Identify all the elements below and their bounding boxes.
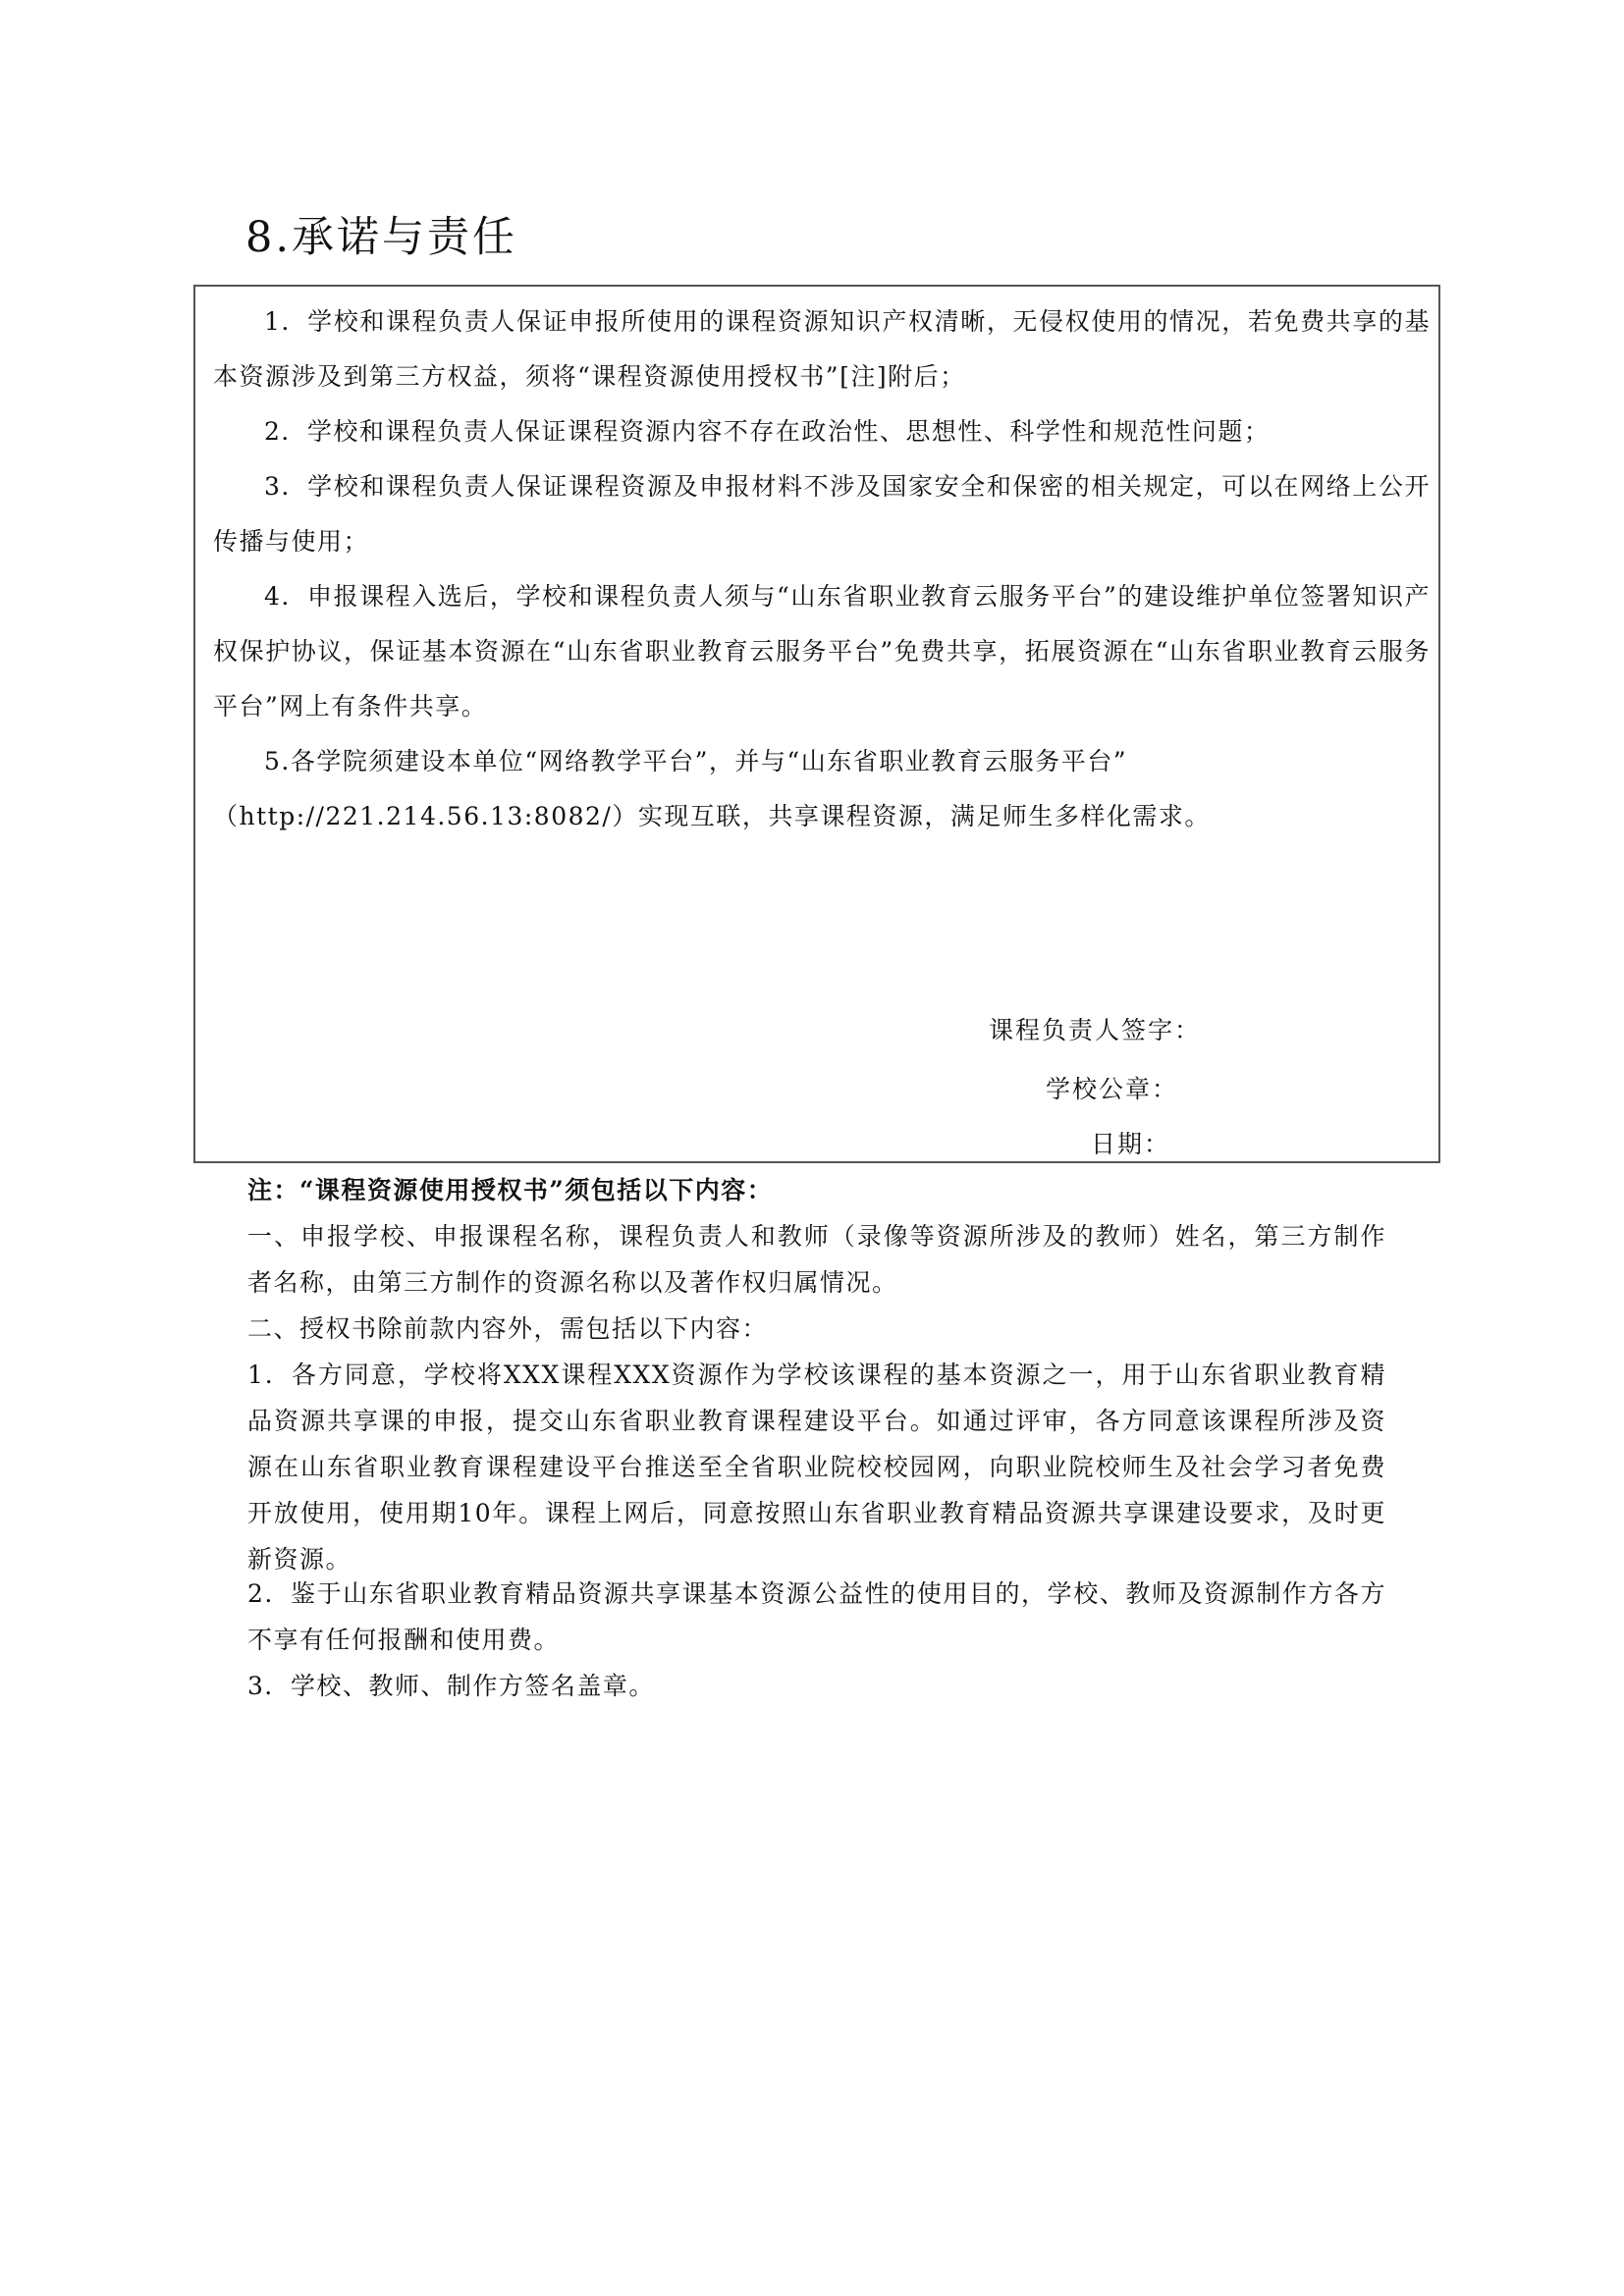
- commitment-item-1: 1．学校和课程负责人保证申报所使用的课程资源知识产权清晰，无侵权使用的情况，若免费共享的基本资源涉及到第三方权益，须将“课程资源使用授权书”[注]附后；: [213, 307, 1431, 391]
- commitment-item-5: 5.各学院须建设本单位“网络教学平台”，并与“山东省职业教育云服务平台”: [264, 747, 1127, 775]
- commitment-item-4: 4．申报课程入选后，学校和课程负责人须与“山东省职业教育云服务平台”的建设维护单位签署知识产权保护协议，保证基本资源在“山东省职业教育云服务平台”免费共享，拓展资源在“山东省职业教育云服务平台”网上有条件共享。: [213, 582, 1431, 721]
- platform-url-line: （http://221.214.56.13:8082/）实现互联，共享课程资源，满足师生多样化需求。: [213, 802, 1211, 830]
- leader-signature-label: 课程负责人签字：: [989, 1016, 1202, 1044]
- date-label: 日期：: [1091, 1130, 1171, 1158]
- school-seal-label: 学校公章：: [1046, 1075, 1179, 1103]
- note-heading: 注：“课程资源使用授权书”须包括以下内容：: [247, 1176, 774, 1204]
- section-title: 8.承诺与责任: [245, 213, 518, 262]
- commitment-item-3: 3．学校和课程负责人保证课程资源及申报材料不涉及国家安全和保密的相关规定，可以在网络上公开传播与使用；: [213, 472, 1431, 556]
- note-item-1: 一、申报学校、申报课程名称，课程负责人和教师（录像等资源所涉及的教师）姓名，第三方制作者名称，由第三方制作的资源名称以及著作权归属情况。: [247, 1222, 1386, 1297]
- note-item-3: 1．各方同意，学校将XXX课程XXX资源作为学校该课程的基本资源之一，用于山东省职业教育精品资源共享课的申报，提交山东省职业教育课程建设平台。如通过评审，各方同意该课程所涉及资源在山东省职业教育课程建设平台推送至全省职业院校校园网，向职业院校师生及社会学习者免费开放使用，使用期10年。课程上网后，同意按照山东省职业教育精品资源共享课建设要求，及时更新资源。: [247, 1361, 1386, 1574]
- note-item-4: 2．鉴于山东省职业教育精品资源共享课基本资源公益性的使用目的，学校、教师及资源制作方各方不享有任何报酬和使用费。: [247, 1579, 1386, 1654]
- note-item-2: 二、授权书除前款内容外，需包括以下内容：: [247, 1314, 769, 1343]
- note-item-5: 3．学校、教师、制作方签名盖章。: [247, 1672, 655, 1700]
- commitment-item-2: 2．学校和课程负责人保证课程资源内容不存在政治性、思想性、科学性和规范性问题；: [264, 417, 1271, 446]
